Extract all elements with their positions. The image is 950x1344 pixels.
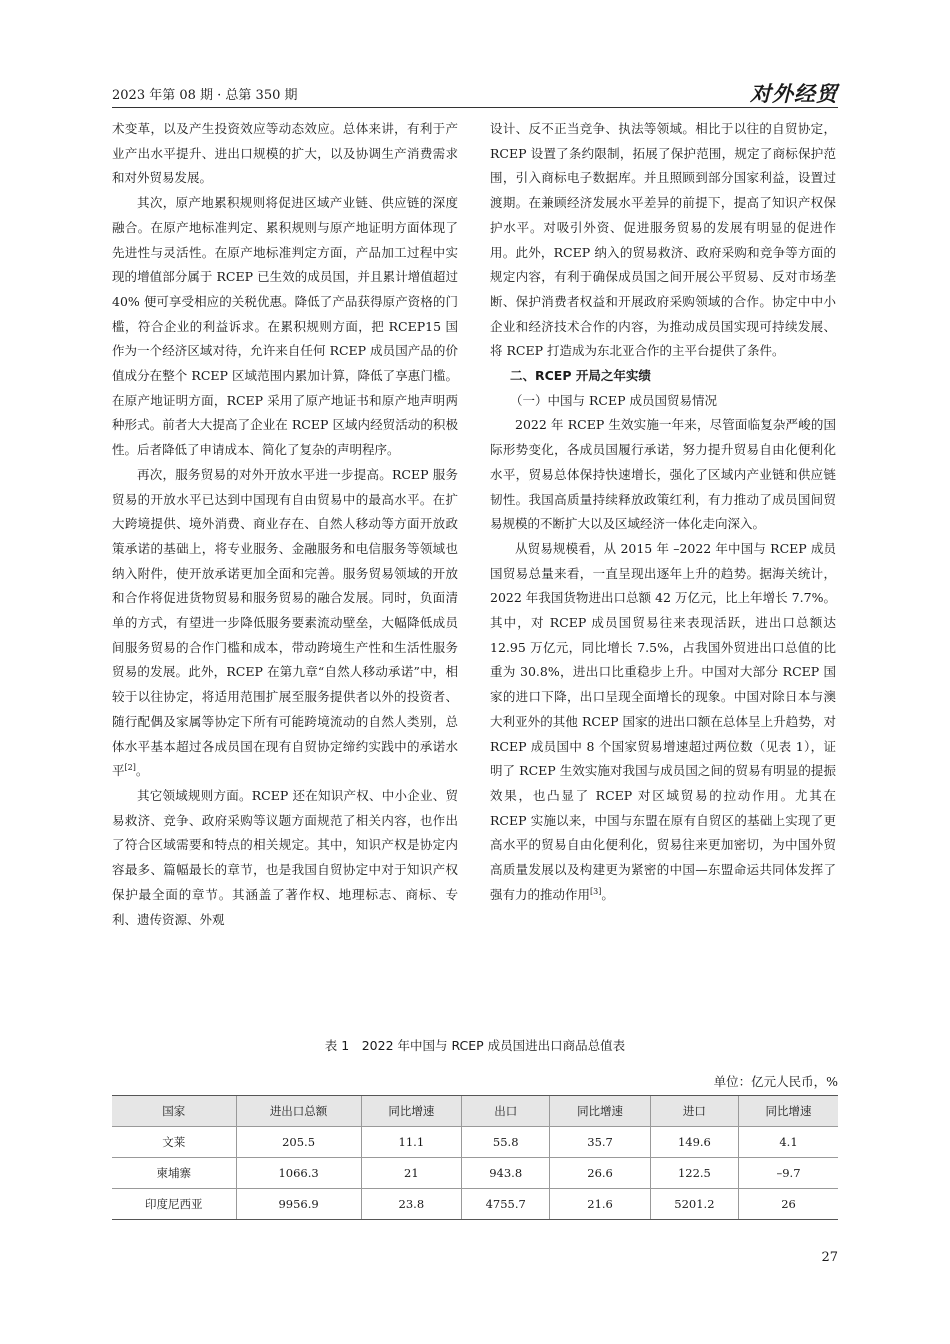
table-cell: 1066.3 (236, 1158, 361, 1189)
table-header-row (112, 1096, 838, 1127)
page-number: 27 (821, 1250, 838, 1265)
paragraph: 术变革，以及产生投资效应等动态效应。总体来讲，有利于产业产出水平提升、进出口规模的扩大，以及协调生产消费需求和对外贸易发展。 (112, 121, 458, 186)
paragraph-text: 再次，服务贸易的对外开放水平进一步提高。RCEP 服务贸易的开放水平已达到中国现有自由贸易中的最高水平。在扩大跨境提供、境外消费、商业存在、自然人移动等方面开放政策承诺的基础上，将专业服务、金融服务和电信服务等领域也纳入附件，使开放承诺更加全面和完善。服务贸易领域的开放和合作将促进货物贸易和服务贸易的融合发展。同时，负面清单的方式，有望进一步降低服务要素流动壁垒，大幅降低成员间服务贸易的合作门槛和成本，带动跨境生产性和生活性服务贸易的发展。此外，RCEP 在第九章“自然人移动承诺”中，相较于以往协定，将适用范围扩展至服务提供者以外的投资者、随行配偶及家属等协定下所有可能跨境流动的自然人类别，总体水平基本超过各成员国在现有自贸协定缔约实践中的承诺水平 (112, 466, 458, 779)
paragraph (490, 537, 836, 908)
paragraph: 其次，原产地累积规则将促进区域产业链、供应链的深度融合。在原产地标准判定、累积规则与原产地证明方面体现了先进性与灵活性。在原产地标准判定方面，产品加工过程中实现的增值部分属于 RCEP 已生效的成员国，并且累计增值超过 40% 便可享受相应的关税优惠。降低了产品获得原产资格的门槛，符合企业的利益诉求。在累积规则方面，把 RCEP15 国作为一个经济区域对待，允许来自任何 RCEP 成员国产品的价值成分在整个 RCEP 区域范围内累加计算，降低了享惠门槛。在原产地证明方面，RCEP 采用了原产地证书和原产地声明两种形式。前者大大提高了企业在 RCEP 区域内经贸活动的积极性。后者降低了申请成本、简化了复杂的声明程序。 (112, 195, 458, 458)
table-cell: 11.1 (361, 1127, 462, 1158)
table-cell: 9956.9 (236, 1189, 361, 1220)
paragraph: 设计、反不正当竞争、执法等领域。相比于以往的自贸协定，RCEP 设置了条约限制，拓展了保护范围，规定了商标保护范围，引入商标电子数据库。并且照顾到部分国家利益，设置过渡期。在兼顾经济发展水平差异的前提下，提高了知识产权保护水平。对吸引外资、促进服务贸易的发展有明显的促进作用。此外，RCEP 纳入的贸易救济、政府采购和竞争等方面的规定内容，有利于确保成员国之间开展公平贸易、反对市场垄断、保护消费者权益和开展政府采购领域的合作。协定中中小企业和经济技术合作的内容，为推动成员国实现可持续发展、将 RCEP 打造成为东北亚合作的主平台提供了条件。 (490, 121, 836, 359)
table-cell: 5201.2 (650, 1189, 738, 1220)
page-header (112, 78, 838, 106)
table-cell: 55.8 (462, 1127, 550, 1158)
table-cell: 26.6 (550, 1158, 651, 1189)
issue-info: 2023 年第 08 期 · 总第 350 期 (112, 88, 298, 103)
table-cell: 122.5 (650, 1158, 738, 1189)
column-header: 同比增速 (550, 1096, 651, 1127)
journal-logo: 对外经贸 (750, 81, 838, 106)
paragraph: 2022 年 RCEP 生效实施一年来，尽管面临复杂严峻的国际形势变化，各成员国履行承诺，努力提升贸易自由化便利化水平，贸易总体保持快速增长，强化了区域内产业链和供应链韧性。我国高质量持续释放政策红利，有力推动了成员国间贸易规模的不断扩大以及区域经济一体化走向深入。 (490, 417, 836, 532)
column-header: 进出口总额 (236, 1096, 361, 1127)
table-cell: 26 (739, 1189, 838, 1220)
table-cell: 柬埔寨 (112, 1158, 236, 1189)
table-cell: 21.6 (550, 1189, 651, 1220)
table-cell: 4.1 (739, 1127, 838, 1158)
subsection-heading: （一）中国与 RCEP 成员国贸易情况 (510, 392, 717, 408)
paragraph (112, 463, 458, 784)
table-row (112, 1127, 838, 1158)
table-cell: 文莱 (112, 1127, 236, 1158)
trade-table (112, 1095, 838, 1220)
section-heading: 二、RCEP 开局之年实绩 (510, 368, 651, 384)
table-row (112, 1158, 838, 1189)
right-column (490, 117, 836, 908)
citation-ref: [2] (124, 763, 136, 773)
table-cell: 35.7 (550, 1127, 651, 1158)
paragraph-end: 。 (135, 763, 149, 779)
table-cell: 21 (361, 1158, 462, 1189)
table-title: 表 1 2022 年中国与 RCEP 成员国进出口商品总值表 (324, 1038, 626, 1053)
column-header: 出口 (462, 1096, 550, 1127)
table-unit: 单位：亿元人民币，% (713, 1074, 838, 1089)
table-cell: 印度尼西亚 (112, 1189, 236, 1220)
paragraph-end: 。 (601, 886, 614, 902)
paragraph-text: 从贸易规模看，从 2015 年 –2022 年中国与 RCEP 成员国贸易总量来看，一直呈现出逐年上升的趋势。据海关统计，2022 年我国货物进出口总额 42 万亿元，比上年增长 7.7%。其中，对 RCEP 成员国贸易往来表现活跃，进出口总额达 12.95 万亿元，同比增长 7.5%，占我国外贸进出口总值的比重为 30.8%，进出口比重稳步上升。中国对大部分 RCEP 国家的进口下降，出口呈现全面增长的现象。中国对除日本与澳大利亚外的其他 RCEP 国家的进出口额在总体呈上升趋势，对 RCEP 成员国中 8 个国家贸易增速超过两位数（见表 1），证明了 RCEP 生效实施对我国与成员国之间的贸易有明显的提振效果，也凸显了 RCEP 对区域贸易的拉动作用。尤其在 RCEP 实施以来，中国与东盟在原有自贸区的基础上实现了更高水平的贸易自由化便利化，贸易往来更加密切，为中国外贸高质量发展以及构建更为紧密的中国—东盟命运共同体发挥了强有力的推动作用 (490, 540, 836, 902)
table-cell: 4755.7 (462, 1189, 550, 1220)
table-cell: 943.8 (462, 1158, 550, 1189)
table-cell: 205.5 (236, 1127, 361, 1158)
table-cell: 149.6 (650, 1127, 738, 1158)
column-header: 进口 (650, 1096, 738, 1127)
column-header: 同比增速 (361, 1096, 462, 1127)
left-column (112, 117, 458, 932)
column-header: 同比增速 (739, 1096, 838, 1127)
table-row (112, 1189, 838, 1220)
citation-ref: [3] (590, 886, 602, 896)
paragraph: 其它领域规则方面。RCEP 还在知识产权、中小企业、贸易救济、竞争、政府采购等议题方面规范了相关内容，也作出了符合区域需要和特点的相关规定。其中，知识产权是协定内容最多、篇幅最长的章节，也是我国自贸协定中对于知识产权保护最全面的章节。其涵盖了著作权、地理标志、商标、专利、遗传资源、外观 (112, 787, 458, 927)
column-header: 国家 (112, 1096, 236, 1127)
header-rule (112, 107, 838, 108)
table-cell: 23.8 (361, 1189, 462, 1220)
table-cell: –9.7 (739, 1158, 838, 1189)
